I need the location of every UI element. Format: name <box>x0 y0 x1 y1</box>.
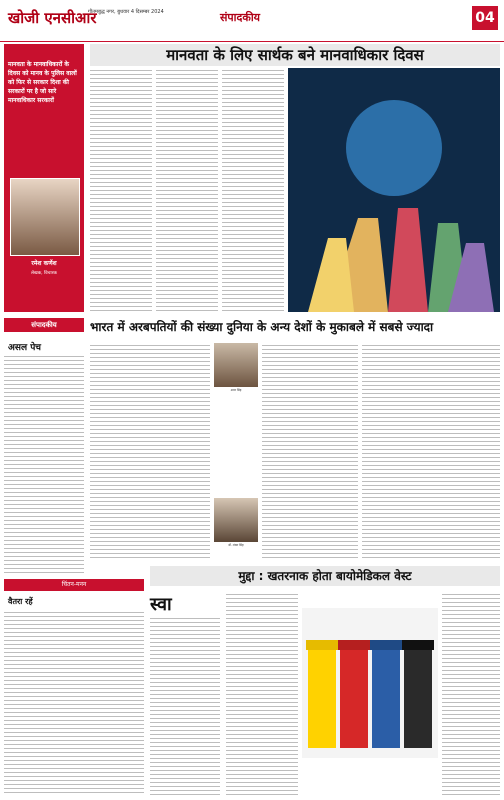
bottom-body-col-1 <box>150 616 220 796</box>
author-photo <box>10 178 80 256</box>
vichar-title: वैतरा रहें <box>8 597 33 606</box>
brand-logo: खोजी एनसीआर <box>8 9 97 27</box>
lead-headline: मानवता के लिए सार्थक बने मानवाधिकार दिवस <box>90 44 500 66</box>
dateline: गौतमबुद्ध नगर, बुधवार 4 दिसम्बर 2024 <box>88 9 164 15</box>
page-number: 04 <box>472 6 498 30</box>
photo-caption: अमर सिंह <box>230 388 242 392</box>
author-name: रमेश कर्णेश <box>31 260 57 267</box>
bottom-headline: मुद्दा : खतरनाक होता बायोमेडिकल वेस्ट <box>150 566 500 586</box>
mid-body-col-3 <box>362 343 500 561</box>
mid-body-col-2 <box>262 343 358 561</box>
author-photo <box>214 498 258 542</box>
sidebar-quote: मानवता के मानवाधिकारों के दिवस को मानव के पुलिस वालों को फिर से सरकार दिशा की सरकारों पर है जो सारे मानवाधिकार सरकारों <box>8 61 77 104</box>
bottom-body-col-3 <box>442 592 500 796</box>
author-role: लेखक, विचारक <box>30 271 58 276</box>
bottom-dropcap: स्वा <box>150 594 172 615</box>
waste-bins-illustration <box>302 608 438 758</box>
vichar-body <box>4 610 144 796</box>
opinion-headline: असल पेच <box>8 343 42 353</box>
opinion-body <box>4 354 84 574</box>
photo-caption: डॉ. शंकर सिंह <box>228 543 244 547</box>
lead-body-col-2 <box>156 68 218 312</box>
lead-body-col-1 <box>90 68 152 312</box>
mid-headline: भारत में अरबपतियों की संख्या दुनिया के अन्य देशों के मुकाबले में सबसे ज्यादा <box>90 320 434 334</box>
author-photo <box>214 343 258 387</box>
bottom-body-col-2 <box>226 592 298 796</box>
lead-body-col-3 <box>222 68 284 312</box>
vichar-band: चिंतन-मनन <box>4 579 144 591</box>
section-title: संपादकीय <box>220 11 261 24</box>
mid-body-col-1 <box>90 343 210 561</box>
human-rights-illustration <box>288 68 500 312</box>
opinion-band: संपादकीय <box>4 318 84 332</box>
